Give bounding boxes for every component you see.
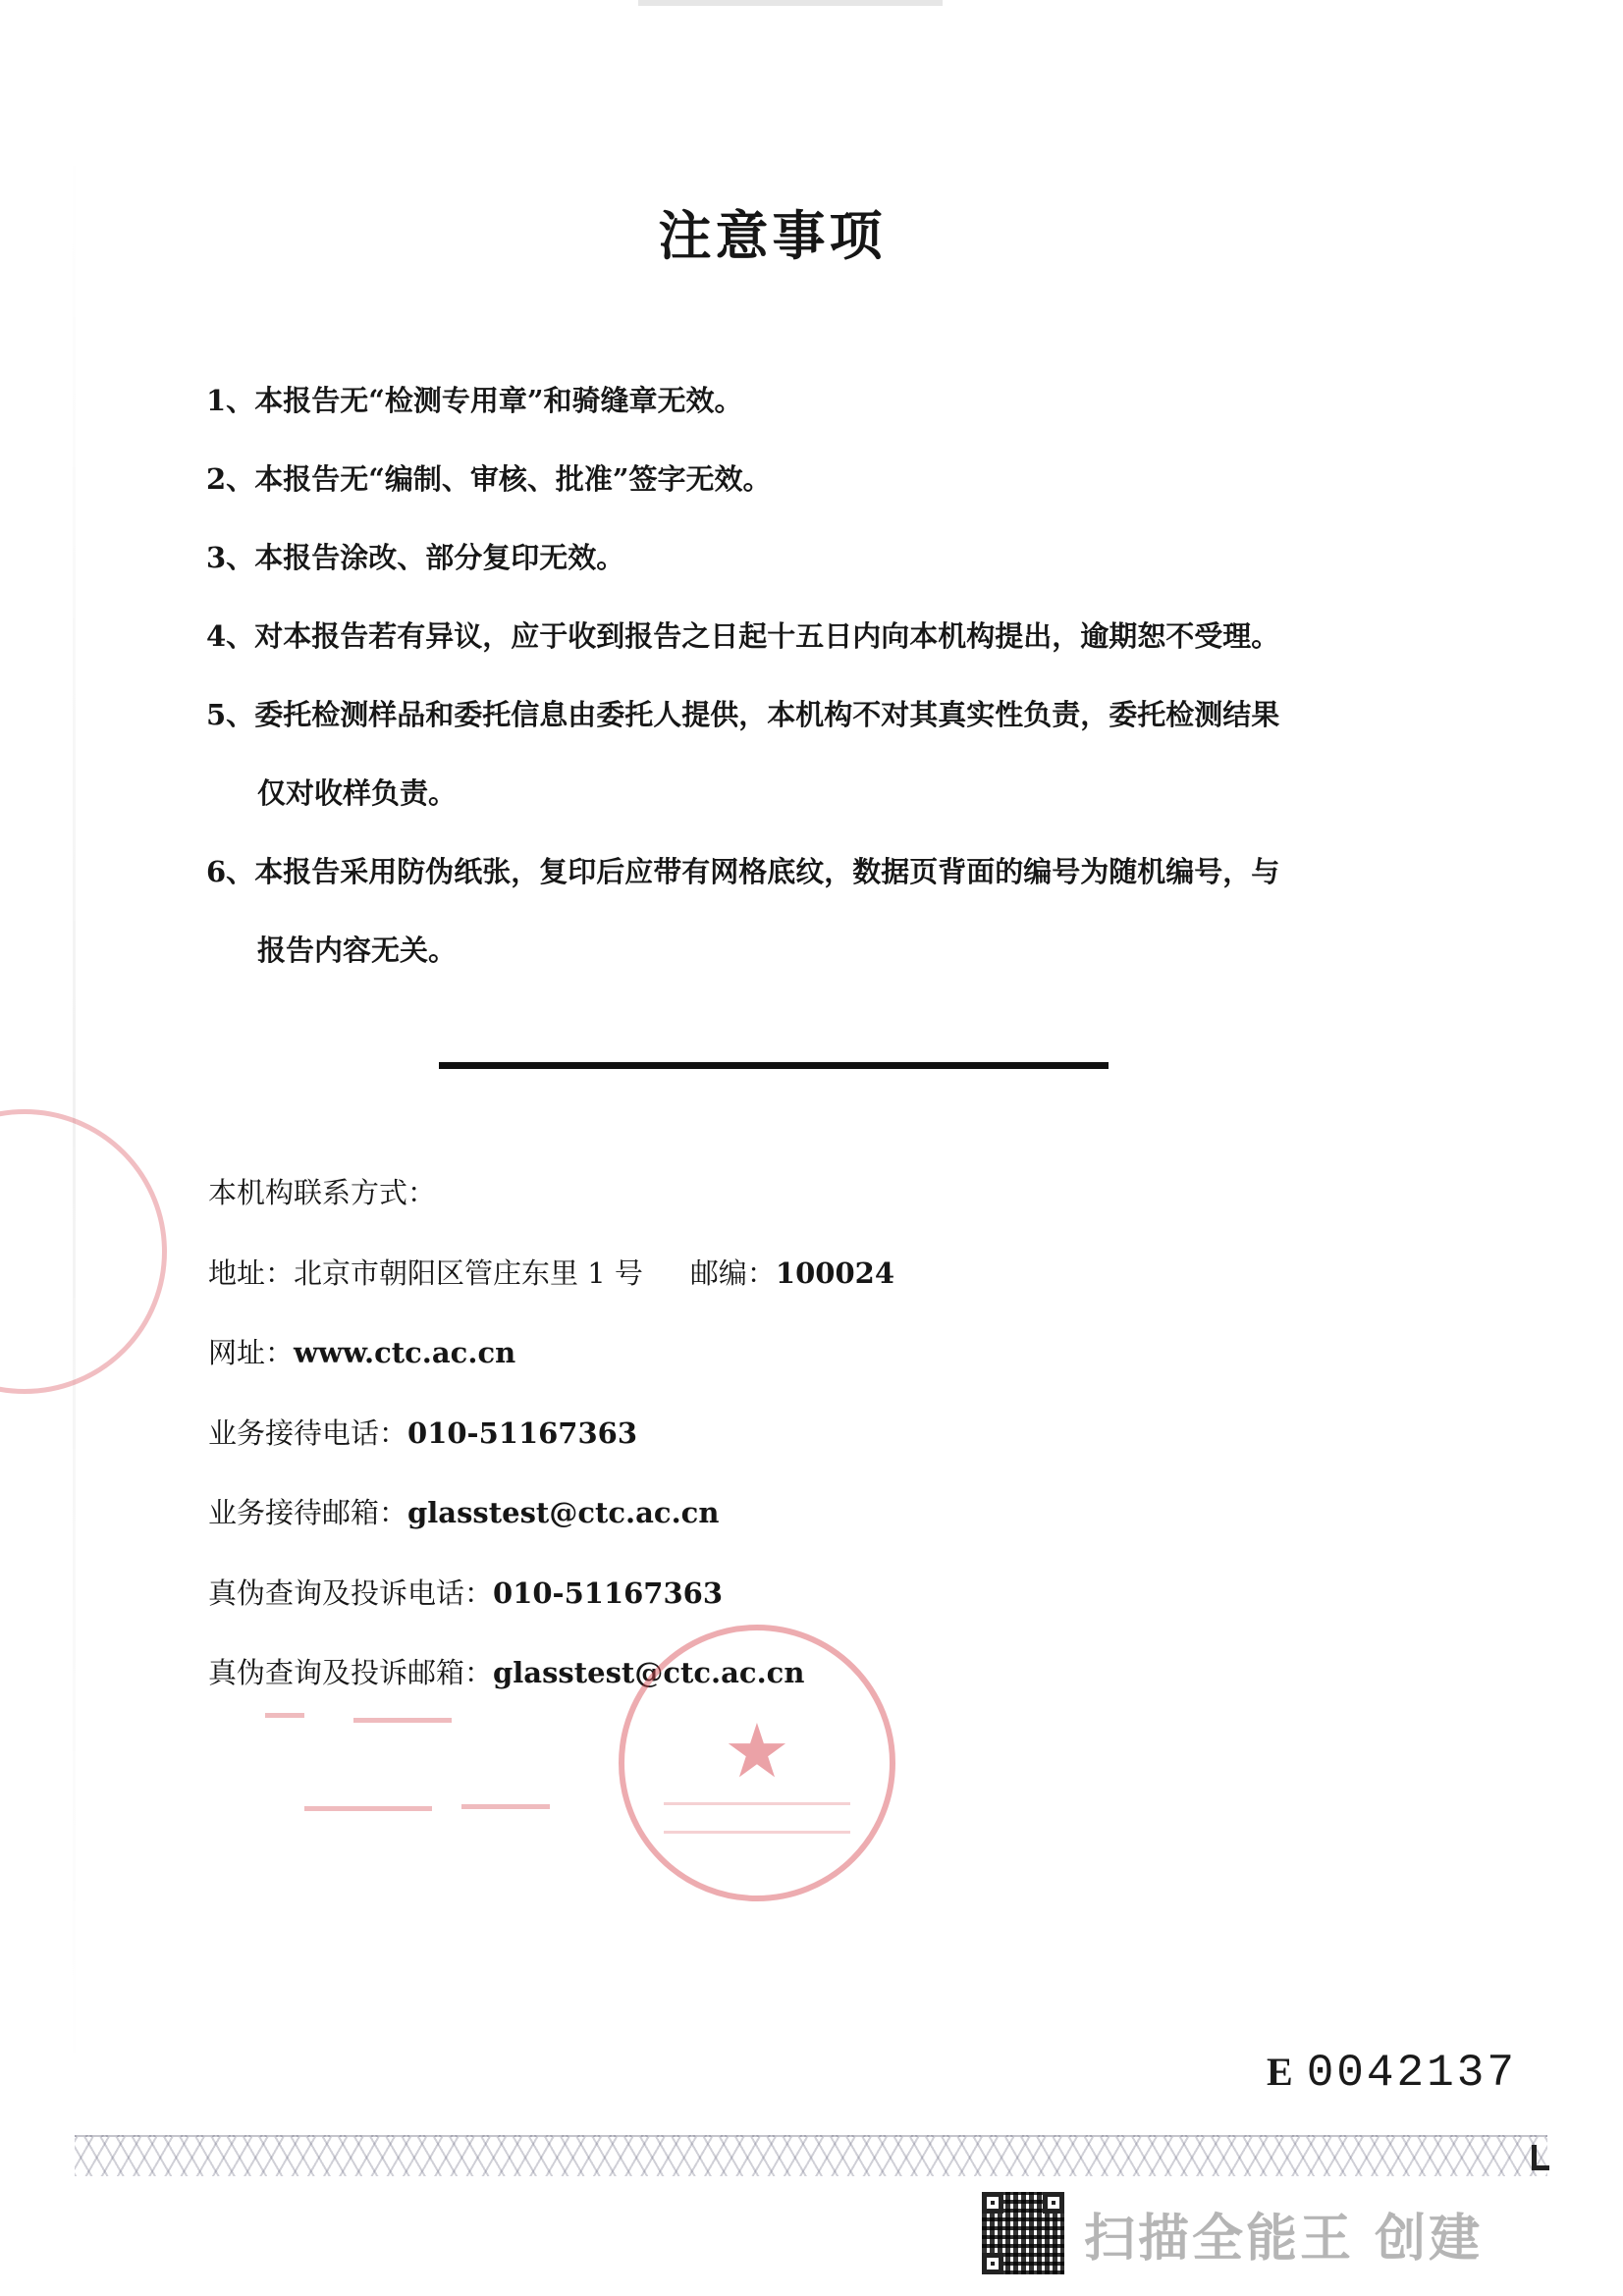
notice-text: 委托检测样品和委托信息由委托人提供，本机构不对其真实性负责，委托检测结果	[254, 698, 1280, 731]
address-value: 北京市朝阳区管庄东里 1 号	[294, 1255, 643, 1290]
notice-text: 本报告无“检测专用章”和骑缝章无效。	[254, 384, 743, 417]
notice-number: 3、	[206, 541, 255, 574]
notice-item-5	[206, 675, 1384, 832]
phone-value: 010-51167363	[407, 1415, 638, 1450]
notice-number: 5、	[206, 698, 255, 731]
inspection-seal-stamp	[619, 1625, 895, 1901]
signature-area	[245, 1620, 569, 1816]
phone-label: 业务接待电话：	[208, 1415, 408, 1450]
watermark-text: 扫描全能王 创建	[1084, 2209, 1484, 2269]
address-line	[208, 1234, 1386, 1314]
notice-text: 本报告无“编制、审核、批准”签字无效。	[254, 462, 772, 496]
serial-number	[1267, 2048, 1517, 2099]
notice-item-4	[206, 597, 1384, 675]
page-title: 注意事项	[658, 204, 887, 267]
notice-item-3	[206, 518, 1384, 597]
contact-heading: 本机构联系方式：	[208, 1176, 437, 1209]
notice-number: 6、	[206, 855, 255, 888]
postcode-label: 邮编：	[689, 1255, 776, 1290]
corner-mark	[1532, 2145, 1549, 2170]
section-divider	[439, 1062, 1109, 1069]
phone-line	[208, 1394, 1386, 1474]
scanner-watermark	[982, 2189, 1483, 2277]
scan-artifact-left	[73, 128, 76, 2091]
notice-continuation: 仅对收样负责。	[257, 776, 458, 810]
notice-list	[206, 361, 1384, 989]
notice-continuation: 报告内容无关。	[257, 934, 458, 967]
email-label: 业务接待邮箱：	[208, 1496, 408, 1529]
scan-artifact-top	[638, 0, 943, 6]
postcode-value: 100024	[775, 1255, 894, 1290]
email-line	[208, 1473, 1386, 1554]
notice-item-6	[206, 832, 1384, 989]
notice-text: 本报告采用防伪纸张，复印后应带有网格底纹，数据页背面的编号为随机编号，与	[254, 855, 1280, 888]
address-label: 地址：	[208, 1255, 295, 1290]
notice-item-2	[206, 440, 1384, 518]
notice-number: 1、	[206, 384, 255, 417]
email-value: glasstest@ctc.ac.cn	[407, 1496, 720, 1529]
notice-item-1	[206, 361, 1384, 440]
complaint-phone-label: 真伪查询及投诉电话：	[208, 1575, 494, 1610]
notice-number: 4、	[206, 619, 255, 653]
qr-code-icon	[982, 2192, 1064, 2274]
website-line	[208, 1313, 1386, 1394]
website-value: www.ctc.ac.cn	[294, 1336, 516, 1369]
notice-text: 对本报告若有异议，应于收到报告之日起十五日内向本机构提出，逾期恕不受理。	[254, 619, 1280, 653]
partial-seal-stamp	[0, 1109, 167, 1394]
complaint-phone-value: 010-51167363	[493, 1575, 724, 1610]
notice-number: 2、	[206, 462, 255, 496]
anti-counterfeit-pattern	[75, 2135, 1547, 2176]
star-icon: ★	[723, 1707, 791, 1794]
complaint-email-label: 真伪查询及投诉邮箱：	[208, 1656, 494, 1689]
website-label: 网址：	[208, 1336, 295, 1369]
serial-prefix: E	[1267, 2050, 1293, 2094]
notice-text: 本报告涂改、部分复印无效。	[254, 541, 625, 574]
serial-value: 0042137	[1306, 2048, 1517, 2099]
complaint-email-value: glasstest@ctc.ac.cn	[493, 1656, 805, 1689]
